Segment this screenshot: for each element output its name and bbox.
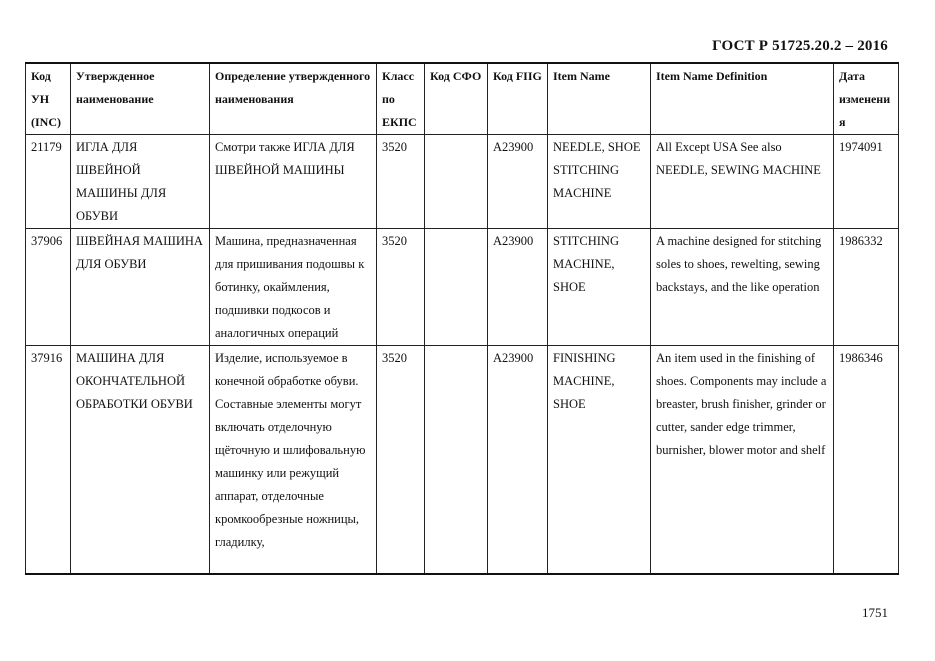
cell-item-name: STITCHING MACHINE, SHOE bbox=[548, 229, 651, 346]
header-ekps: Класс по ЕКПС bbox=[377, 63, 425, 135]
cell-item-definition: A machine designed for stitching soles to shoes, rewelting, sewing backstays, and the like operation bbox=[651, 229, 834, 346]
cell-ekps: 3520 bbox=[377, 135, 425, 229]
header-approved-name: Утвержденное наименование bbox=[71, 63, 210, 135]
cell-definition: Изделие, используемое в конечной обработке обуви. Составные элементы могут включать отделочную щёточную и шлифовальную машинку или режущий аппарат, отделочные кромкообрезные ножницы, гладилку, bbox=[210, 346, 377, 575]
cell-sfo bbox=[425, 135, 488, 229]
cell-approved-name: ШВЕЙНАЯ МАШИНА ДЛЯ ОБУВИ bbox=[71, 229, 210, 346]
table-row bbox=[26, 135, 899, 229]
standard-code-header: ГОСТ Р 51725.20.2 – 2016 bbox=[712, 38, 888, 54]
header-item-name: Item Name bbox=[548, 63, 651, 135]
cell-fiig: A23900 bbox=[488, 135, 548, 229]
cell-item-name: NEEDLE, SHOE STITCHING MACHINE bbox=[548, 135, 651, 229]
header-inc: Код УН (INC) bbox=[26, 63, 71, 135]
header-sfo: Код СФО bbox=[425, 63, 488, 135]
cell-sfo bbox=[425, 229, 488, 346]
cell-inc: 37916 bbox=[26, 346, 71, 575]
cell-definition: Машина, предназначенная для пришивания подошвы к ботинку, окаймления, подшивки подкосов и аналогичных операций bbox=[210, 229, 377, 346]
cell-date: 1986332 bbox=[834, 229, 899, 346]
cell-fiig: A23900 bbox=[488, 229, 548, 346]
cell-approved-name: ИГЛА ДЛЯ ШВЕЙНОЙ МАШИНЫ ДЛЯ ОБУВИ bbox=[71, 135, 210, 229]
cell-inc: 37906 bbox=[26, 229, 71, 346]
cell-fiig: A23900 bbox=[488, 346, 548, 575]
header-fiig: Код FIIG bbox=[488, 63, 548, 135]
cell-definition: Смотри также ИГЛА ДЛЯ ШВЕЙНОЙ МАШИНЫ bbox=[210, 135, 377, 229]
header-definition: Определение утвержденного наименования bbox=[210, 63, 377, 135]
cell-ekps: 3520 bbox=[377, 229, 425, 346]
table-row bbox=[26, 229, 899, 346]
table-header-row bbox=[26, 63, 899, 135]
header-date: Дата изменения bbox=[834, 63, 899, 135]
cell-sfo bbox=[425, 346, 488, 575]
nomenclature-table bbox=[25, 62, 899, 575]
cell-inc: 21179 bbox=[26, 135, 71, 229]
cell-ekps: 3520 bbox=[377, 346, 425, 575]
cell-approved-name: МАШИНА ДЛЯ ОКОНЧАТЕЛЬНОЙ ОБРАБОТКИ ОБУВИ bbox=[71, 346, 210, 575]
cell-item-name: FINISHING MACHINE, SHOE bbox=[548, 346, 651, 575]
header-item-definition: Item Name Definition bbox=[651, 63, 834, 135]
cell-date: 1974091 bbox=[834, 135, 899, 229]
cell-item-definition: All Except USA See also NEEDLE, SEWING MACHINE bbox=[651, 135, 834, 229]
cell-item-definition: An item used in the finishing of shoes. Components may include a breaster, brush finisher, grinder or cutter, sander edge trimmer, burnisher, blower motor and shelf bbox=[651, 346, 834, 575]
table-row bbox=[26, 346, 899, 575]
page-number: 1751 bbox=[862, 605, 888, 620]
cell-date: 1986346 bbox=[834, 346, 899, 575]
